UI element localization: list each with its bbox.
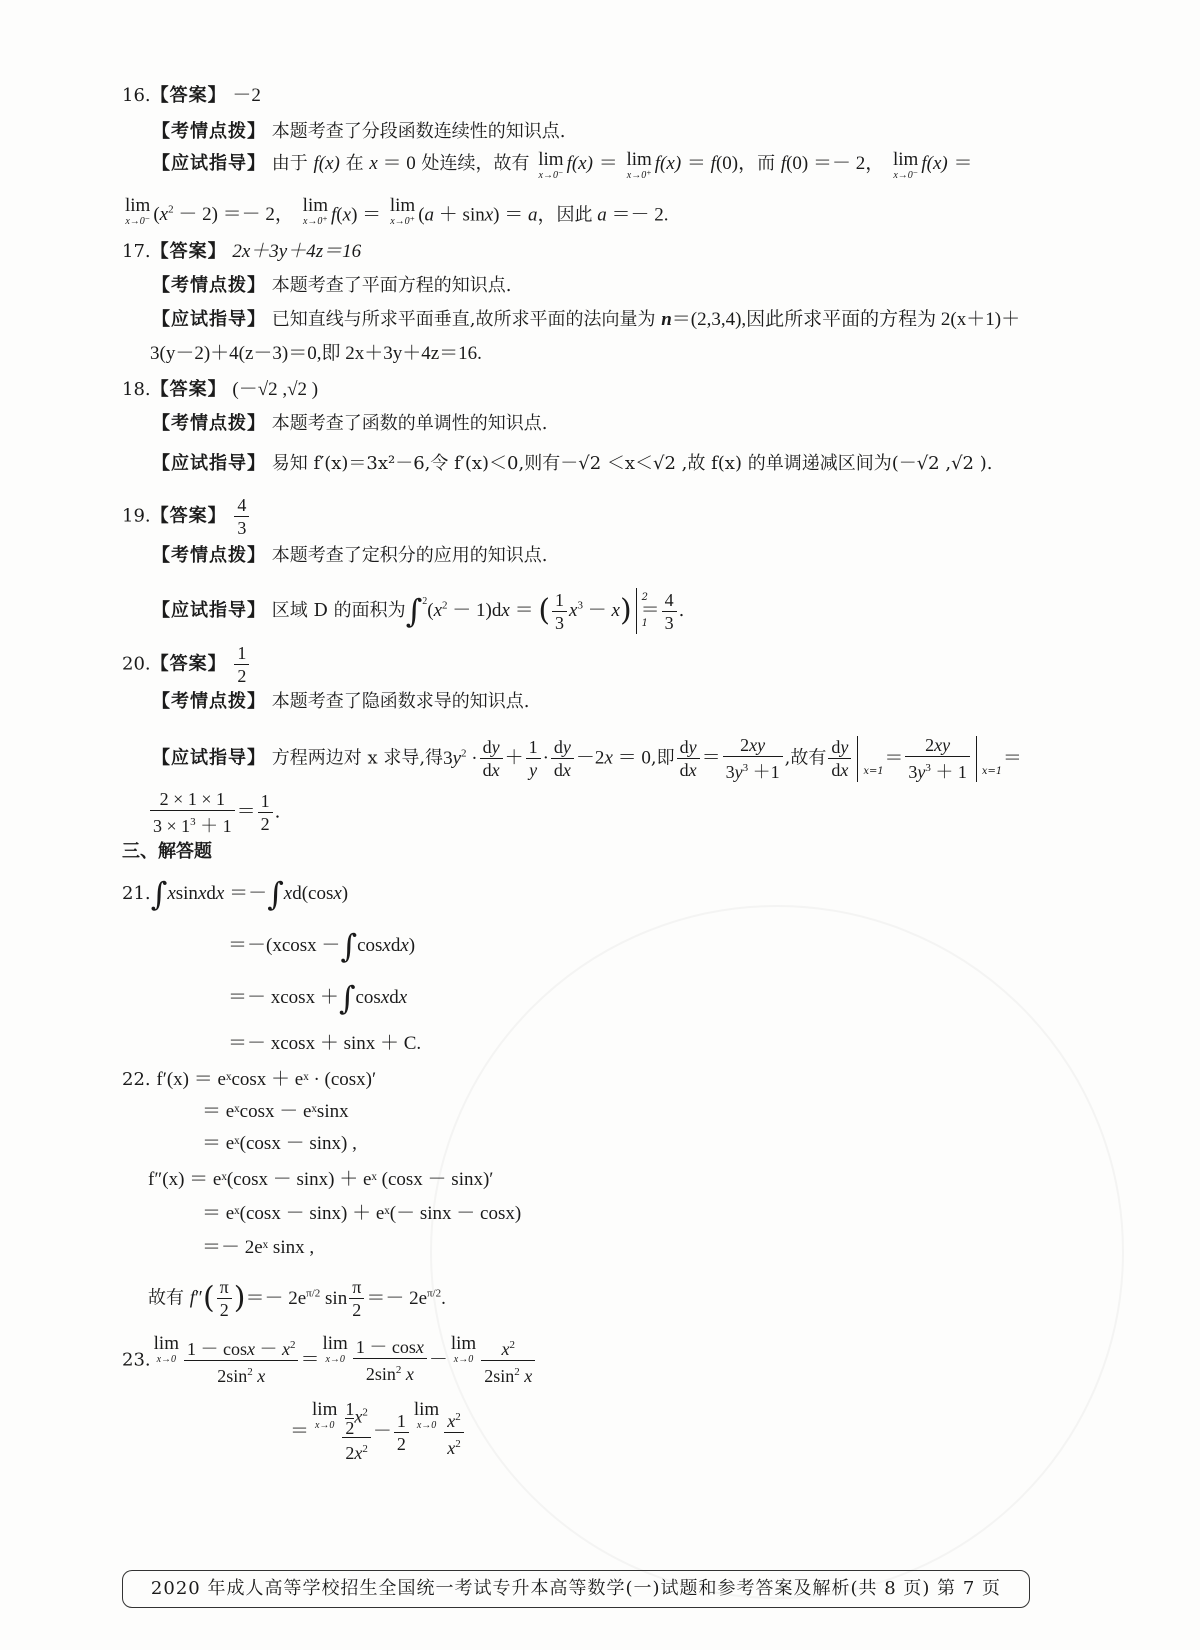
point-text: 本题考查了分段函数连续性的知识点. xyxy=(271,121,566,142)
q22-line-6 xyxy=(202,1234,314,1262)
guide-text: 由于 xyxy=(271,153,308,174)
q22-line-5 xyxy=(202,1200,521,1228)
question-number: 16. xyxy=(122,85,151,106)
guide-text: 已知直线与所求平面垂直,故所求平面的法向量为 xyxy=(271,309,656,330)
numerator: 1 xyxy=(234,642,249,665)
point-tag: 【考情点拨】 xyxy=(152,275,266,296)
q23-line-1: 23.lim x→0 $\frac{1 - \cos x - x^2}{2\sin^2 x}$ ＝lim x→0 $\frac{1 - \cos x}{2\sin^2 x}$ －lim x→0 $\frac{x^2}{2\sin^2 x}$ xyxy=(122,1334,537,1387)
eval-bar: 2 1 xyxy=(636,588,637,634)
answer-tag: 【答案】 xyxy=(150,653,227,675)
q18-point-line xyxy=(152,410,547,438)
question-number: 21. xyxy=(122,883,151,904)
step-text: 故有 xyxy=(148,1287,184,1309)
step-text: ＝ eˣcosx － eˣsinx xyxy=(202,1101,349,1122)
point-text: 本题考查了平面方程的知识点. xyxy=(271,275,512,296)
point-tag: 【考情点拨】 xyxy=(152,545,266,566)
guide-text: ＝(2,3,4),因此所求平面的方程为 2(x＋1)＋ xyxy=(671,309,1021,330)
numerator: 4 xyxy=(234,494,249,517)
q18-guide-line xyxy=(152,450,992,478)
question-number: 18. xyxy=(122,379,151,400)
point-text: 本题考查了隐函数求导的知识点. xyxy=(271,691,530,712)
step-text: ＝－ xcosx ＋ sinx ＋ C. xyxy=(228,1033,422,1054)
q21-line-4 xyxy=(228,1030,421,1058)
q21-line-2: ＝－(xcosx －∫cosxdx) xyxy=(228,927,416,965)
page-footer: 2020 年成人高等学校招生全国统一考试专升本高等数学(一)试题和参考答案及解析(共 8 页) 第 7 页 xyxy=(122,1570,1030,1608)
guide-text: 在 xyxy=(345,153,364,174)
step-text: f″(x) ＝ eˣ(cosx － sinx) ＋ eˣ (cosx － sinx)′ xyxy=(148,1169,494,1190)
q18-answer-line xyxy=(122,376,318,404)
point-tag: 【考情点拨】 xyxy=(152,121,266,142)
guide-tag: 【应试指导】 xyxy=(152,309,266,330)
q19-point-line xyxy=(152,542,547,570)
q17-answer-line xyxy=(122,238,361,266)
guide-text: ,即 xyxy=(650,747,675,769)
point-text: 本题考查了定积分的应用的知识点. xyxy=(271,545,548,566)
q21-line-1: 21.∫xsinxdx ＝－∫xd(cosx) xyxy=(122,875,349,913)
answer-tag: 【答案】 xyxy=(150,85,227,106)
question-number: 22. xyxy=(122,1069,151,1090)
answer-value: 2x＋3y＋4z＝16 xyxy=(232,241,362,262)
question-number: 17. xyxy=(122,241,151,262)
guide-text: 而 xyxy=(757,153,776,174)
question-number: 19. xyxy=(122,505,151,527)
step-text: ＝ eˣ(cosx － sinx) , xyxy=(202,1133,357,1154)
question-number: 20. xyxy=(122,653,151,675)
section-title: 三、解答题 xyxy=(122,841,212,862)
q19-answer-line xyxy=(122,494,251,539)
guide-tag: 【应试指导】 xyxy=(152,453,266,474)
q22-line-3 xyxy=(202,1130,357,1158)
guide-tag: 【应试指导】 xyxy=(152,153,266,174)
guide-tag: 【应试指导】 xyxy=(152,747,266,769)
q19-guide-line: 【应试指导】 区域 D 的面积为$\int^2(x^2 - 1)dx$ ＝ ( $\frac{1}{3}$ $x^3 - x$) 2 1 ＝ $\frac{4}{3}$ . xyxy=(152,589,685,633)
guide-text: 方程两边对 x 求导,得 xyxy=(271,747,444,769)
point-tag: 【考情点拨】 xyxy=(152,413,266,434)
step-text: ＝－ 2eˣ sinx , xyxy=(202,1237,315,1258)
step-text: ＝－(xcosx － xyxy=(228,935,341,956)
watermark-circle xyxy=(430,905,1124,1599)
q23-line-2: ＝lim x→0 $\frac{1}{2}$ $x^2$ $2x^2$ － $\frac{1}{2}$ lim x→0 $\frac{x^2}{x^2}$ xyxy=(290,1400,466,1464)
guide-tag: 【应试指导】 xyxy=(152,600,266,621)
point-tag: 【考情点拨】 xyxy=(152,691,266,712)
guide-text: 处连续，故有 xyxy=(421,153,530,174)
q20-point-line xyxy=(152,688,529,716)
q22-line-1 xyxy=(122,1066,376,1094)
denominator: 2 xyxy=(237,666,247,686)
q20-guide-line: 【应试指导】 方程两边对 x 求导,得$3y^2$ · $\frac{dy}{dx}$ ＋ $\frac{1}{y}$ · $\frac{dy}{dx}$ －2x ＝ 0,即 $\frac{dy}{dx}$ ＝ $\frac{2xy}{3y^3 +1}$ ,故有 $\frac{dy}{dx}$ x=1 ＝ $\frac{2xy}{3y^3 + 1}$ x=1 ＝ xyxy=(152,735,1022,782)
answer-tag: 【答案】 xyxy=(150,379,227,400)
q22-line-4 xyxy=(148,1166,493,1194)
answer-fraction xyxy=(234,642,249,687)
q22-line-7: 故有 f″( $\frac{\pi}{2}$ )＝－ $2e^{\pi/2}$ sin $\frac{\pi}{2}$ ＝－ $2e^{\pi/2}$. xyxy=(148,1277,446,1320)
guide-text: ,故有 xyxy=(784,747,827,769)
q16-answer-line xyxy=(122,82,261,110)
guide-text: 因此 xyxy=(556,204,593,226)
q20-answer-line xyxy=(122,642,251,687)
answer-tag: 【答案】 xyxy=(150,505,227,527)
question-number: 23. xyxy=(122,1349,151,1371)
integral-sign: ∫ xyxy=(405,592,423,630)
q16-guide-line-2: lim x→0⁻ $(x^2 - 2) =- 2$， lim x→0⁺ f(x) ＝ lim x→0⁺ (a ＋ sinx) ＝ a，因此 a ＝－ 2. xyxy=(125,195,669,227)
q20-guide-line-2: $\frac{2 \times 1 \times 1}{3 \times 1^3 + 1}$ ＝ $\frac{1}{2}$ . xyxy=(148,788,280,837)
guide-text: 易知 f′(x)＝3x²－6,令 f′(x)＜0,则有－√2 ＜x＜√2 ,故 f(x) 的单调递减区间为(－√2 ,√2 ). xyxy=(271,453,993,474)
answer-tag: 【答案】 xyxy=(150,241,227,262)
step-text: f′(x) ＝ eˣcosx ＋ eˣ · (cosx)′ xyxy=(156,1069,377,1090)
answer-fraction xyxy=(234,494,249,539)
answer-value: －2 xyxy=(232,85,261,106)
guide-text: 3(y－2)＋4(z－3)＝0,即 2x＋3y＋4z＝16. xyxy=(150,343,482,364)
q16-point-line xyxy=(152,118,565,146)
q17-guide-line-1: 【应试指导】 已知直线与所求平面垂直,故所求平面的法向量为 n＝(2,3,4),因此所求平面的方程为 2(x＋1)＋ xyxy=(152,309,1021,330)
guide-text: 区域 D 的面积为 xyxy=(271,600,406,621)
q17-guide-line-2 xyxy=(150,340,482,368)
step-text: ＝ eˣ(cosx － sinx) ＋ eˣ(－ sinx － cosx) xyxy=(202,1203,522,1224)
denominator: 3 xyxy=(237,518,247,538)
answer-value: (－√2 ,√2 ) xyxy=(232,379,319,400)
q21-line-3: ＝－ xcosx ＋∫cosxdx xyxy=(228,979,408,1017)
q22-line-2 xyxy=(202,1098,349,1126)
step-text: ＝－ xcosx ＋ xyxy=(228,987,339,1008)
q17-point-line xyxy=(152,272,511,300)
q16-guide-line-1: 【应试指导】 由于 f(x) 在 x ＝ 0 处连续，故有 lim x→0⁻ f(x) ＝ lim x→0⁺ f(x) ＝ f(0)，而 f(0) ＝－ 2， lim x→0⁻ f(x) ＝ xyxy=(152,149,973,181)
point-text: 本题考查了函数的单调性的知识点. xyxy=(271,413,548,434)
